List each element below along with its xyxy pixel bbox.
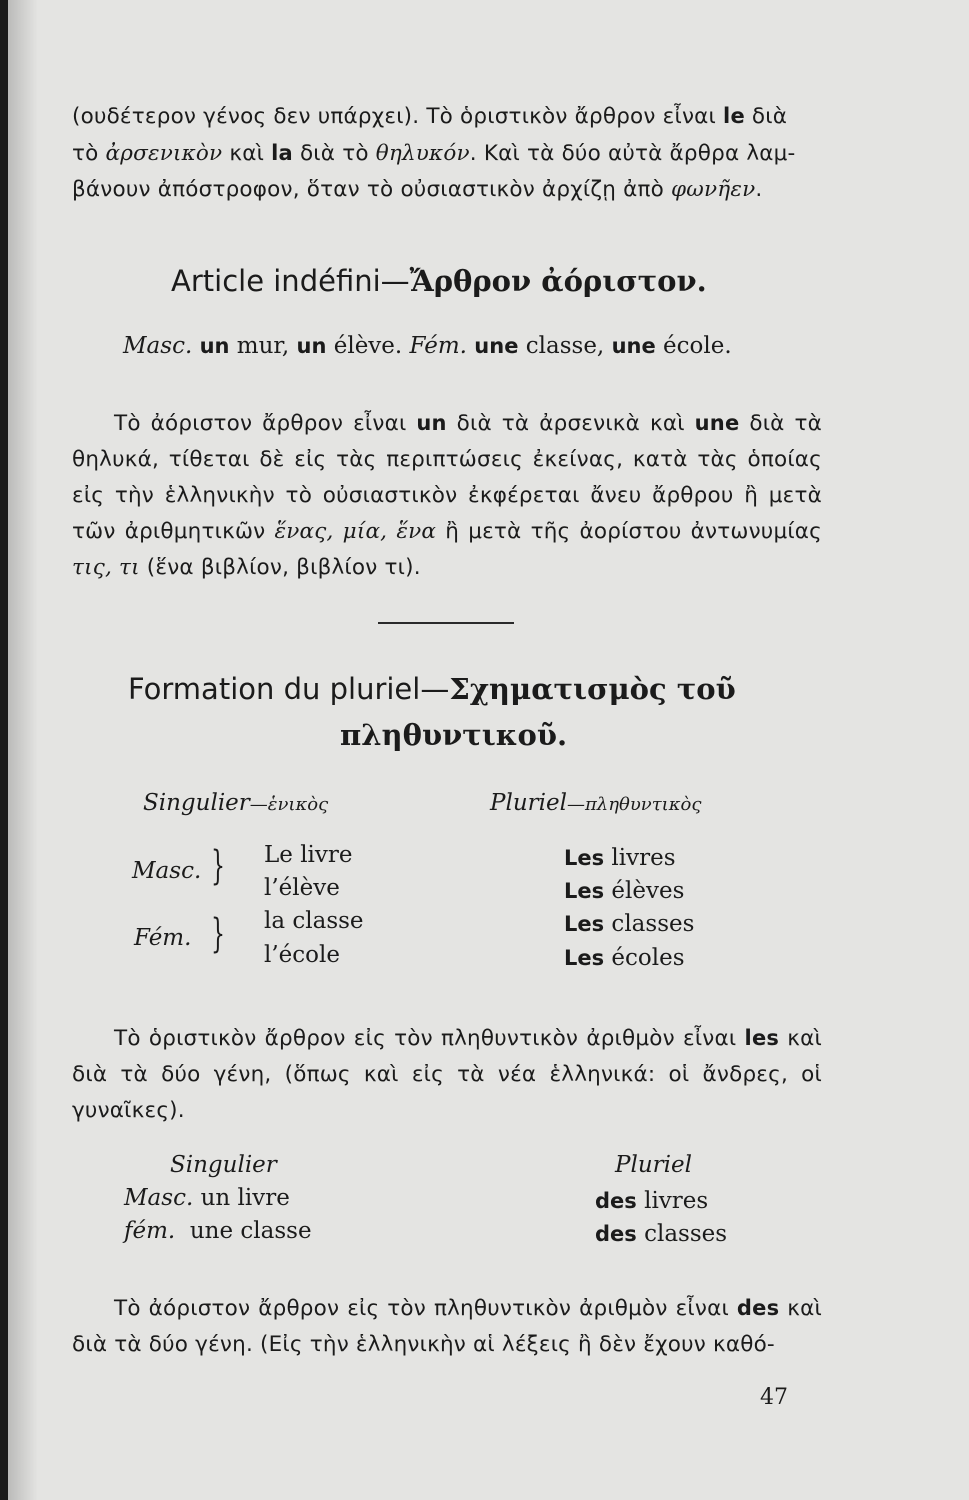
heading-article-indefini xyxy=(171,264,707,298)
text-run: καὶ xyxy=(222,141,272,166)
intro-line-1 xyxy=(72,98,822,135)
article-un: un xyxy=(296,334,327,358)
intro-line-2 xyxy=(72,135,822,172)
article-les: Les xyxy=(564,946,605,970)
article-des: des xyxy=(736,1296,780,1320)
intro-line-3 xyxy=(72,172,822,208)
text-run: ἢ μετὰ τῆς ἀορίστου ἀντωνυμίας xyxy=(436,519,822,544)
article-un: un xyxy=(416,411,447,435)
table2-plural-header: Pluriel xyxy=(615,1152,692,1178)
label-masc: Masc. xyxy=(124,1185,194,1211)
heading-french: Article indéfini— xyxy=(171,264,410,298)
heading-formation-pluriel-line2 xyxy=(340,718,567,752)
plural-word: livres xyxy=(636,1188,709,1214)
text-run: Τὸ ἀόριστον ἄρθρον εἶναι xyxy=(114,411,417,436)
text-run: . Καὶ τὰ δύο αὐτὰ ἄρθρα λαμ- xyxy=(469,141,796,166)
singular-word: l’école xyxy=(264,942,340,968)
plural-definite-paragraph xyxy=(72,1020,822,1129)
label-masc: Masc. xyxy=(123,333,193,359)
heading-greek: Σχηματισμὸς τοῦ xyxy=(449,672,736,706)
section-divider xyxy=(378,622,514,624)
table2-plural-row xyxy=(595,1188,708,1214)
indefinite-examples xyxy=(123,333,732,359)
plural-row xyxy=(564,845,676,871)
example-word: mur, xyxy=(229,333,297,359)
table2-singular-header: Singulier xyxy=(170,1152,277,1178)
plural-row xyxy=(564,911,694,937)
heading-greek: πληθυντικοῦ. xyxy=(340,718,568,752)
plural-word: livres xyxy=(604,845,676,871)
header-greek: —πληθυντικὸς xyxy=(566,794,702,815)
label-fem: fém. xyxy=(124,1218,176,1244)
table1-singular-header xyxy=(143,790,328,816)
text-run: . xyxy=(755,177,763,202)
example-word: élève. xyxy=(326,333,410,359)
text-run: καὶ διὰ τὰ δύο γένη, (ὅπως καὶ εἰς τὰ νέα ἑλληνικά: οἱ ἄνδρες, οἱ γυναῖκες). xyxy=(72,1026,822,1123)
table2-plural-row xyxy=(595,1221,727,1247)
italic-term: ἕνας, μία, ἕνα xyxy=(274,519,437,544)
text-run: (ουδέτερον γένος δεν υπάρχει). Τὸ ὁριστικὸν ἄρθρον εἶναι xyxy=(72,104,724,129)
text-run: διὰ τὸ xyxy=(292,141,376,166)
singular-word: une classe xyxy=(175,1218,312,1244)
brace-masc: } xyxy=(211,843,225,889)
singular-word: la classe xyxy=(264,908,364,934)
plural-word: classes xyxy=(604,911,695,937)
text-run: τὸ xyxy=(72,141,106,166)
article-les: Les xyxy=(564,846,605,870)
header-french: Pluriel xyxy=(490,790,567,816)
text-run: διὰ xyxy=(744,104,788,129)
italic-term: φωνῆεν xyxy=(671,177,756,202)
article-les: Les xyxy=(564,912,605,936)
page-number: 47 xyxy=(760,1385,788,1410)
article-les: les xyxy=(744,1026,780,1050)
article-un: un xyxy=(199,334,230,358)
article-des: des xyxy=(595,1189,637,1213)
heading-french: Formation du pluriel— xyxy=(128,672,450,706)
label-fem: Fém. xyxy=(134,925,192,951)
article-la: la xyxy=(271,141,293,165)
article-une: une xyxy=(474,334,519,358)
header-french: Singulier xyxy=(143,790,250,816)
label-masc: Masc. xyxy=(132,858,202,884)
indefinite-paragraph xyxy=(72,405,822,586)
article-les: Les xyxy=(564,879,605,903)
plural-word: élèves xyxy=(604,878,685,904)
italic-term: ἀρσενικὸν xyxy=(105,141,223,166)
article-une: une xyxy=(611,334,656,358)
plural-word: écoles xyxy=(604,945,685,971)
book-page xyxy=(8,0,969,1500)
label-fem: Fém. xyxy=(409,333,467,359)
heading-formation-pluriel xyxy=(128,672,736,706)
plural-row xyxy=(564,945,685,971)
header-greek: —ἑνικὸς xyxy=(249,794,329,815)
table2-masc-row xyxy=(124,1185,290,1211)
singular-word: un livre xyxy=(193,1185,290,1211)
text-run: καὶ διὰ τὰ δύο γένη. (Εἰς τὴν ἑλληνικὴν αἱ λέξεις ἢ δὲν ἔχουν καθό- xyxy=(72,1296,822,1357)
plural-word: classes xyxy=(636,1221,728,1247)
table1-plural-header xyxy=(490,790,701,816)
page-gutter-shadow xyxy=(8,0,38,1500)
brace-fem: } xyxy=(211,911,225,957)
example-word: école. xyxy=(655,333,732,359)
text-run: (ἕνα βιβλίον, βιβλίον τι). xyxy=(139,555,421,580)
article-une: une xyxy=(694,411,740,435)
example-word: classe, xyxy=(518,333,612,359)
heading-greek: Ἄρθρον ἀόριστον. xyxy=(409,264,707,298)
article-le: le xyxy=(723,104,745,128)
intro-paragraph xyxy=(72,98,822,208)
text-run: Τὸ ἀόριστον ἄρθρον εἰς τὸν πληθυντικὸν ἀριθμὸν εἶναι xyxy=(114,1296,737,1321)
text-run: διὰ τὰ θηλυκά, τίθεται δὲ εἰς τὰς περιπτώσεις ἐκείνας, κατὰ τὰς ὁποίας εἰς τὴν ἑλληνικὴν τὸ οὐσιαστικὸν ἐκφέρεται ἄνευ ἄρθρου ἢ μετὰ τῶν ἀριθμητικῶν xyxy=(72,411,823,544)
table2-fem-row xyxy=(124,1218,312,1244)
text-run: Τὸ ὁριστικὸν ἄρθρον εἰς τὸν πληθυντικὸν ἀριθμὸν εἶναι xyxy=(114,1026,745,1051)
article-des: des xyxy=(595,1222,637,1246)
plural-row xyxy=(564,878,684,904)
text-run: βάνουν ἀπόστροφον, ὅταν τὸ οὐσιαστικὸν ἀρχίζῃ ἀπὸ xyxy=(72,177,672,202)
italic-term: θηλυκόν xyxy=(375,141,470,166)
singular-word: Le livre xyxy=(264,842,353,868)
text-run: διὰ τὰ ἀρσενικὰ καὶ xyxy=(446,411,695,436)
singular-word: l’élève xyxy=(264,875,340,901)
italic-term: τις, τι xyxy=(72,555,140,580)
plural-indefinite-paragraph xyxy=(72,1290,822,1363)
